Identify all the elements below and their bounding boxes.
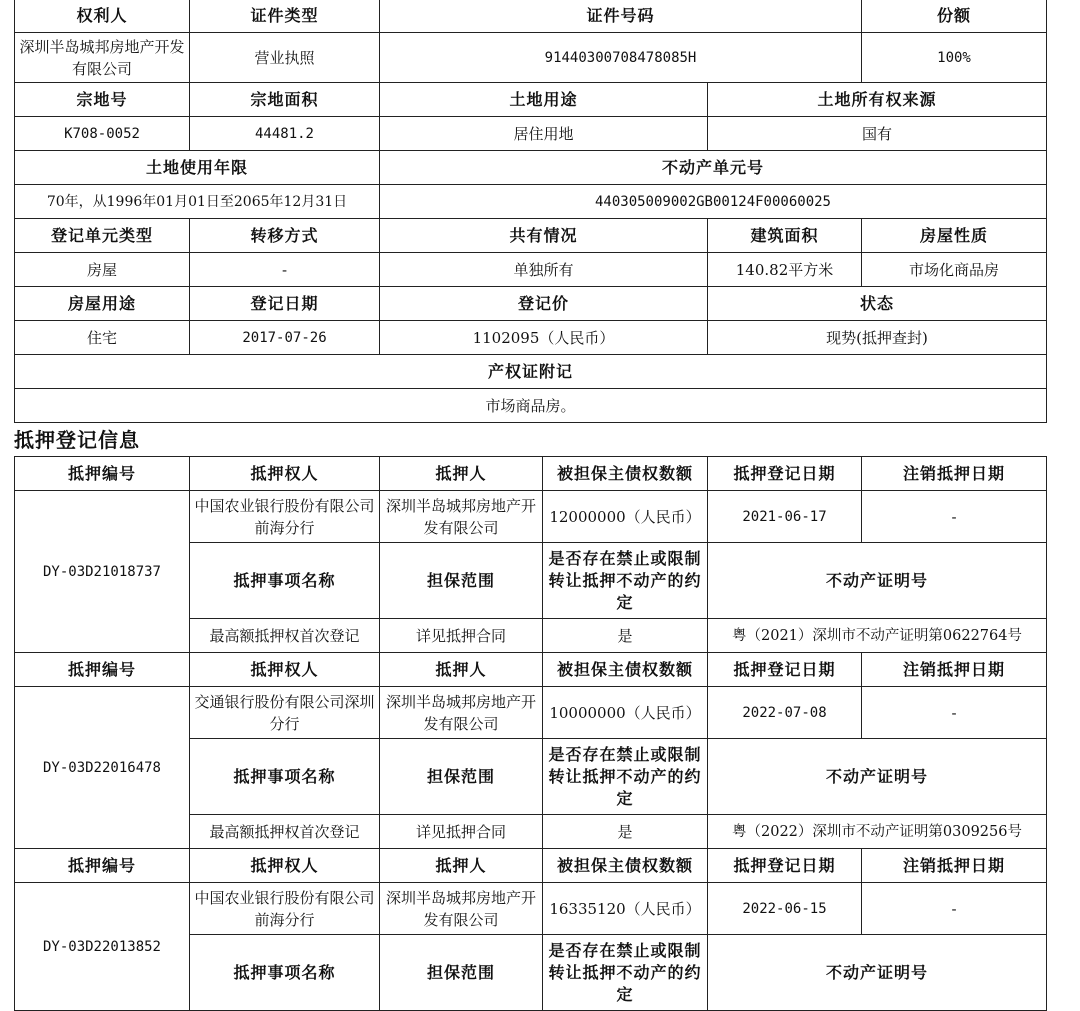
mortgage-reg-date: 2022-06-15: [708, 883, 862, 935]
mortgagor: 深圳半岛城邦房地产开发有限公司: [380, 883, 543, 935]
parcel-no-header: 宗地号: [15, 83, 190, 117]
property-info-table: [14, 0, 1047, 423]
note-header-row: [15, 355, 1047, 389]
mortgage-header-row: [15, 849, 1047, 883]
reg-unit-type-header: 登记单元类型: [15, 219, 190, 253]
owner-value: 深圳半岛城邦房地产开发有限公司: [15, 33, 190, 83]
unit-no-value: 440305009002GB00124F00060025: [380, 185, 1047, 219]
scope-header: 担保范围: [380, 543, 543, 619]
item-name: 最高额抵押权首次登记: [190, 815, 380, 849]
mortgagor-header: 抵押人: [380, 653, 543, 687]
land-source-header: 土地所有权来源: [708, 83, 1047, 117]
unit-value-row: [15, 253, 1047, 287]
reg-unit-type-value: 房屋: [15, 253, 190, 287]
restriction-header: 是否存在禁止或限制转让抵押不动产的约定: [543, 543, 708, 619]
share-value: 100%: [862, 33, 1047, 83]
land-source-value: 国有: [708, 117, 1047, 151]
floor-area-header: 建筑面积: [708, 219, 862, 253]
mortgagee: 交通银行股份有限公司深圳分行: [190, 687, 380, 739]
mortgagee-header: 抵押权人: [190, 653, 380, 687]
cancel-date: -: [862, 687, 1047, 739]
mortgagor-header: 抵押人: [380, 849, 543, 883]
note-value: 市场商品房。: [15, 389, 1047, 423]
owner-header-row: [15, 0, 1047, 33]
mortgage-table: [14, 456, 1047, 1011]
unit-header-row: [15, 219, 1047, 253]
cancel-date: -: [862, 883, 1047, 935]
scope-header: 担保范围: [380, 739, 543, 815]
mortgage-reg-date-header: 抵押登记日期: [708, 457, 862, 491]
cert-no-header: 证件号码: [380, 0, 862, 33]
amount-header: 被担保主债权数额: [543, 653, 708, 687]
house-use-header: 房屋用途: [15, 287, 190, 321]
amount: 16335120（人民币）: [543, 883, 708, 935]
cert-no-header: 不动产证明号: [708, 543, 1047, 619]
amount-header: 被担保主债权数额: [543, 849, 708, 883]
item-name-header: 抵押事项名称: [190, 739, 380, 815]
scope: 详见抵押合同: [380, 815, 543, 849]
floor-area-value: 140.82平方米: [708, 253, 862, 287]
mortgage-id-header: 抵押编号: [15, 653, 190, 687]
restriction-header: 是否存在禁止或限制转让抵押不动产的约定: [543, 935, 708, 1011]
item-name-header: 抵押事项名称: [190, 935, 380, 1011]
land-term-value: 70年，从1996年01月01日至2065年12月31日: [15, 185, 380, 219]
house-use-value: 住宅: [15, 321, 190, 355]
reg-date-header: 登记日期: [190, 287, 380, 321]
mortgage-reg-date: 2021-06-17: [708, 491, 862, 543]
unit-no-header: 不动产单元号: [380, 151, 1047, 185]
use-value-row: [15, 321, 1047, 355]
status-header: 状态: [708, 287, 1047, 321]
cert-type-header: 证件类型: [190, 0, 380, 33]
mortgagee-header: 抵押权人: [190, 849, 380, 883]
parcel-header-row: [15, 83, 1047, 117]
owner-value-row: [15, 33, 1047, 83]
cert-no-header: 不动产证明号: [708, 935, 1047, 1011]
amount-header: 被担保主债权数额: [543, 457, 708, 491]
parcel-area-value: 44481.2: [190, 117, 380, 151]
cancel-date-header: 注销抵押日期: [862, 457, 1047, 491]
note-header: 产权证附记: [15, 355, 1047, 389]
restriction-header: 是否存在禁止或限制转让抵押不动产的约定: [543, 739, 708, 815]
mortgage-reg-date-header: 抵押登记日期: [708, 653, 862, 687]
mortgage-cert-no: 粤（2022）深圳市不动产证明第0309256号: [708, 815, 1047, 849]
land-term-header: 土地使用年限: [15, 151, 380, 185]
amount: 10000000（人民币）: [543, 687, 708, 739]
cancel-date-header: 注销抵押日期: [862, 653, 1047, 687]
mortgage-cert-no: 粤（2021）深圳市不动产证明第0622764号: [708, 619, 1047, 653]
mortgagee: 中国农业银行股份有限公司前海分行: [190, 883, 380, 935]
reg-price-header: 登记价: [380, 287, 708, 321]
mortgage-header-row: [15, 653, 1047, 687]
mortgage-row: [15, 687, 1047, 739]
use-header-row: [15, 287, 1047, 321]
owner-header: 权利人: [15, 0, 190, 33]
cancel-date-header: 注销抵押日期: [862, 849, 1047, 883]
cert-no-value: 91440300708478085H: [380, 33, 862, 83]
mortgage-reg-date: 2022-07-08: [708, 687, 862, 739]
item-name-header: 抵押事项名称: [190, 543, 380, 619]
mortgage-id-header: 抵押编号: [15, 457, 190, 491]
parcel-no-value: K708-0052: [15, 117, 190, 151]
reg-price-value: 1102095（人民币）: [380, 321, 708, 355]
mortgage-id: DY-03D21018737: [15, 491, 190, 653]
cert-no-header: 不动产证明号: [708, 739, 1047, 815]
mortgage-id: DY-03D22016478: [15, 687, 190, 849]
cert-type-value: 营业执照: [190, 33, 380, 83]
co-ownership-header: 共有情况: [380, 219, 708, 253]
mortgagee: 中国农业银行股份有限公司前海分行: [190, 491, 380, 543]
share-header: 份额: [862, 0, 1047, 33]
restriction: 是: [543, 619, 708, 653]
term-value-row: [15, 185, 1047, 219]
co-ownership-value: 单独所有: [380, 253, 708, 287]
status-value: 现势(抵押查封): [708, 321, 1047, 355]
note-value-row: [15, 389, 1047, 423]
item-name: 最高额抵押权首次登记: [190, 619, 380, 653]
transfer-mode-value: -: [190, 253, 380, 287]
scope: 详见抵押合同: [380, 619, 543, 653]
mortgagor-header: 抵押人: [380, 457, 543, 491]
cancel-date: -: [862, 491, 1047, 543]
house-nature-header: 房屋性质: [862, 219, 1047, 253]
land-use-value: 居住用地: [380, 117, 708, 151]
mortgagor: 深圳半岛城邦房地产开发有限公司: [380, 687, 543, 739]
land-use-header: 土地用途: [380, 83, 708, 117]
mortgage-header-row: [15, 457, 1047, 491]
parcel-value-row: [15, 117, 1047, 151]
transfer-mode-header: 转移方式: [190, 219, 380, 253]
mortgage-row: [15, 491, 1047, 543]
mortgage-reg-date-header: 抵押登记日期: [708, 849, 862, 883]
mortgage-id: DY-03D22013852: [15, 883, 190, 1011]
mortgage-row: [15, 883, 1047, 935]
mortgage-id-header: 抵押编号: [15, 849, 190, 883]
term-header-row: [15, 151, 1047, 185]
house-nature-value: 市场化商品房: [862, 253, 1047, 287]
reg-date-value: 2017-07-26: [190, 321, 380, 355]
mortgage-section-title: 抵押登记信息: [14, 428, 140, 452]
parcel-area-header: 宗地面积: [190, 83, 380, 117]
mortgagor: 深圳半岛城邦房地产开发有限公司: [380, 491, 543, 543]
scope-header: 担保范围: [380, 935, 543, 1011]
mortgagee-header: 抵押权人: [190, 457, 380, 491]
amount: 12000000（人民币）: [543, 491, 708, 543]
restriction: 是: [543, 815, 708, 849]
